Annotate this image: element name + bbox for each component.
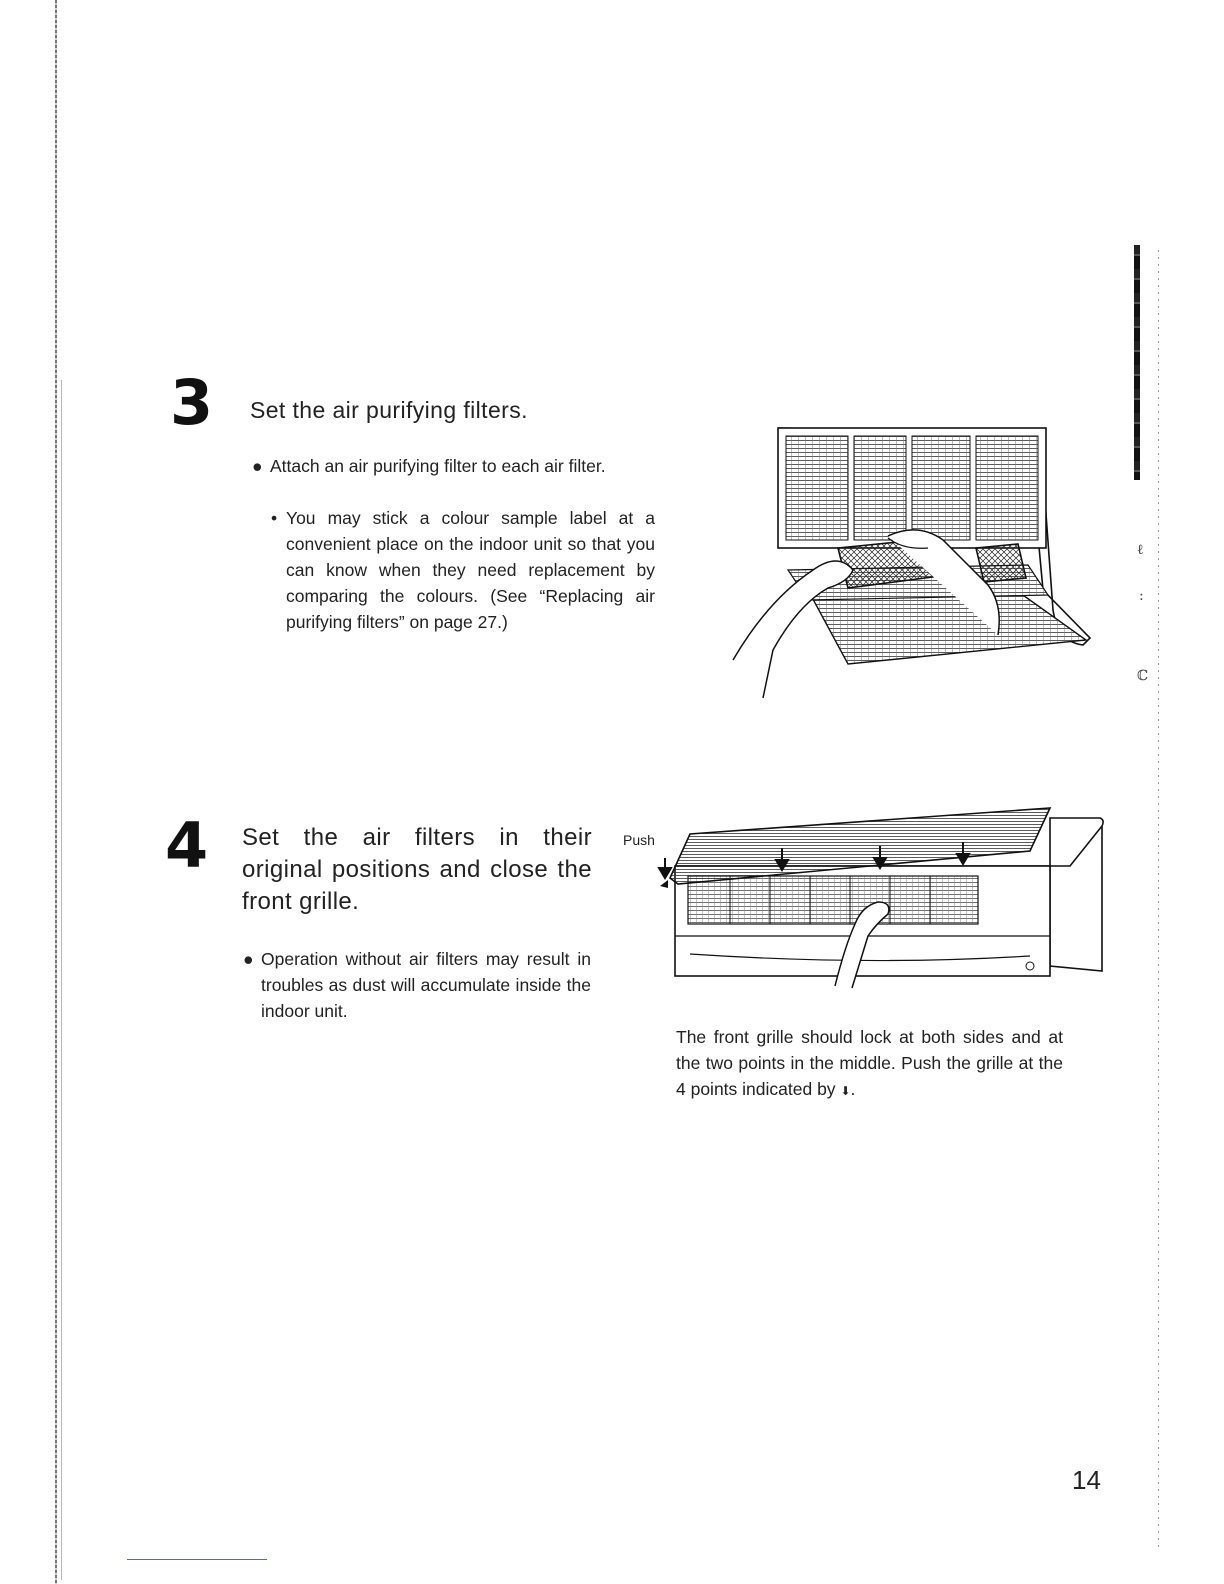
page-number: 14 (1072, 1465, 1101, 1495)
right-edge-dotted-line (1158, 250, 1159, 1550)
thumb-index-mark (1134, 245, 1140, 480)
edge-char-3: ℂ (1137, 668, 1149, 684)
bullet-icon: ● (252, 456, 263, 476)
step-3-sub-bullet (271, 505, 655, 635)
step-3-bullet (252, 453, 655, 479)
step-4-caption (676, 1024, 1063, 1104)
binding-edge-line (55, 0, 57, 1584)
step-4-caption-text: The front grille should lock at both sides and at the two points in the middle. Push the grille at the 4 points indicated by (676, 1027, 1063, 1099)
down-arrow-icon: ⬇ (840, 1084, 851, 1098)
step-3-heading: Set the air purifying filters. (250, 397, 528, 423)
step-3-sub-bullet-text: You may stick a colour sample label at a convenient place on the indoor unit so that you can know when they need replacement by comparing the colours. (See “Replacing air purifying filters” on page 27.) (286, 508, 655, 632)
caption-end: . (850, 1079, 856, 1099)
bullet-icon: ● (243, 949, 254, 969)
edge-char-1: ℓ (1137, 542, 1144, 558)
front-grille-illustration (630, 806, 1110, 996)
step-3-bullet-text: Attach an air purifying filter to each air filter. (270, 456, 606, 476)
step-3-number: 3 (170, 366, 214, 439)
filter-installation-illustration (728, 420, 1098, 700)
footer-line (127, 1559, 267, 1560)
step-4-bullet (243, 946, 591, 1024)
push-label: Push (623, 832, 655, 848)
edge-char-2: : (1139, 588, 1144, 604)
step-4-heading: Set the air filters in their original positions and close the front grille. (242, 824, 592, 915)
step-4-number: 4 (165, 809, 209, 882)
binding-edge-line-inner (61, 380, 62, 1580)
sub-bullet-icon: • (271, 508, 278, 528)
step-4-bullet-text: Operation without air filters may result in troubles as dust will accumulate inside the indoor unit. (261, 949, 591, 1021)
